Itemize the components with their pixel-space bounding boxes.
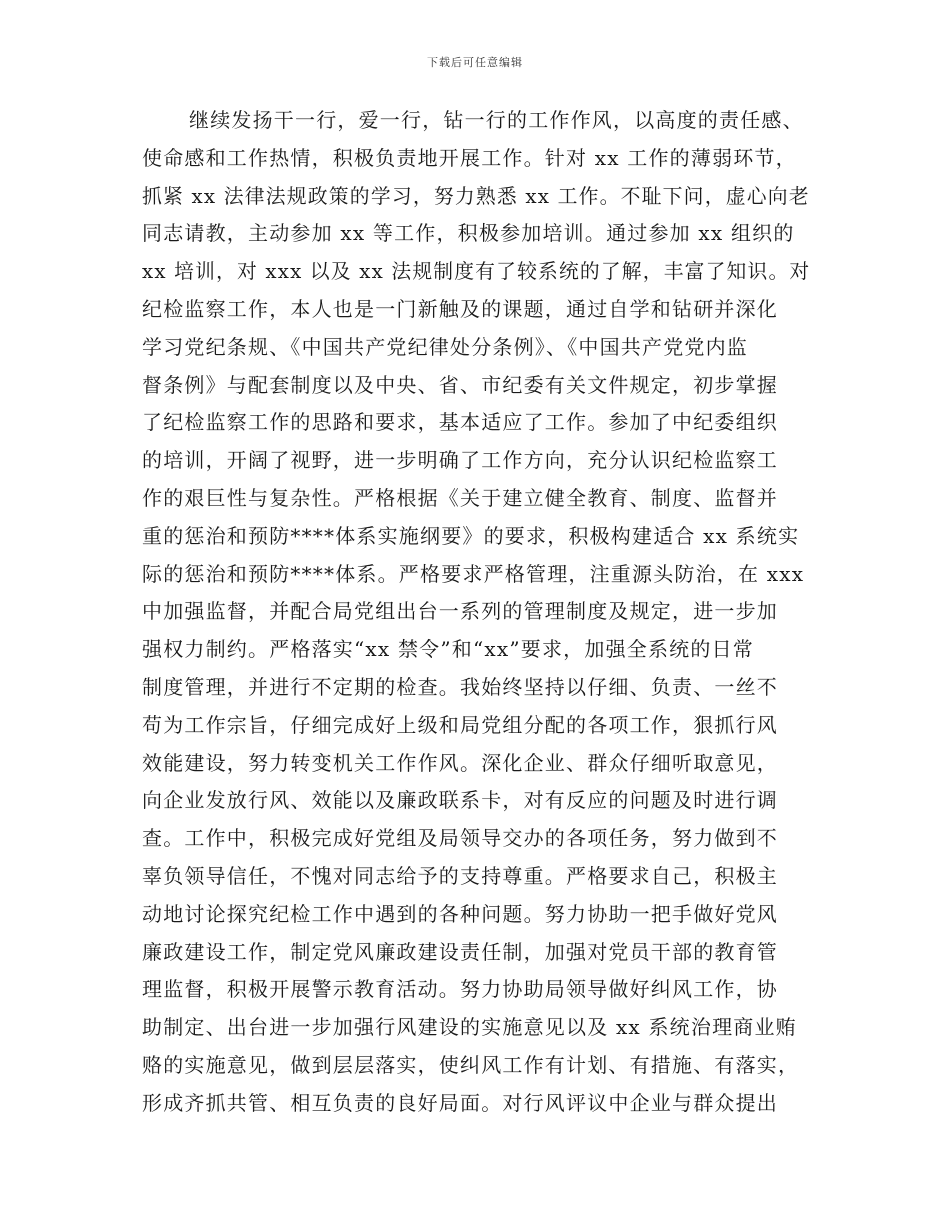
text-line: 助制定、出台进一步加强行风建设的实施意见以及 xx 系统治理商业贿 bbox=[142, 1015, 797, 1040]
text-line: 动地讨论探究纪检工作中遇到的各种问题。努力协助一把手做好党风 bbox=[142, 901, 778, 926]
text-line: 抓紧 xx 法律法规政策的学习，努力熟悉 xx 工作。不耻下问，虚心向老 bbox=[142, 183, 810, 208]
text-line: 纪检监察工作，本人也是一门新触及的课题，通过自学和钻研并深化 bbox=[142, 296, 778, 321]
text-line: 强权力制约。严格落实“xx 禁令”和“xx”要求，加强全系统的日常 bbox=[142, 637, 754, 662]
text-line: 际的惩治和预防****体系。严格要求严格管理，注重源头防治，在 xxx bbox=[142, 561, 805, 586]
text-line: 继续发扬干一行，爱一行，钻一行的工作作风，以高度的责任感、 bbox=[189, 108, 804, 132]
body-paragraph bbox=[142, 102, 810, 1123]
text-line: 同志请教，主动参加 xx 等工作，积极参加培训。通过参加 xx 组织的 bbox=[142, 221, 795, 246]
text-line: 廉政建设工作，制定党风廉政建设责任制，加强对党员干部的教育管 bbox=[142, 939, 778, 964]
text-line: 向企业发放行风、效能以及廉政联系卡，对有反应的问题及时进行调 bbox=[142, 788, 778, 813]
text-line: 理监督，积极开展警示教育活动。努力协助局领导做好纠风工作，协 bbox=[142, 977, 778, 1002]
text-line: xx 培训，对 xxx 以及 xx 法规制度有了较系统的了解，丰富了知识。对 bbox=[142, 259, 811, 284]
text-line: 制度管理，并进行不定期的检查。我始终坚持以仔细、负责、一丝不 bbox=[142, 674, 778, 699]
text-line: 重的惩治和预防****体系实施纲要》的要求，积极构建适合 xx 系统实 bbox=[142, 523, 800, 548]
text-line: 赂的实施意见，做到层层落实，使纠风工作有计划、有措施、有落实， bbox=[142, 1052, 800, 1077]
text-line: 查。工作中，积极完成好党组及局领导交办的各项任务，努力做到不 bbox=[142, 826, 778, 851]
text-line: 督条例》与配套制度以及中央、省、市纪委有关文件规定，初步掌握 bbox=[142, 372, 778, 397]
text-line: 辜负领导信任，不愧对同志给予的支持尊重。严格要求自己，积极主 bbox=[142, 863, 778, 888]
header-note: 下载后可任意编辑 bbox=[427, 56, 523, 69]
text-line: 了纪检监察工作的思路和要求，基本适应了工作。参加了中纪委组织 bbox=[142, 410, 778, 435]
text-line: 使命感和工作热情，积极负责地开展工作。针对 xx 工作的薄弱环节， bbox=[142, 145, 797, 170]
text-line: 形成齐抓共管、相互负责的良好局面。对行风评议中企业与群众提出 bbox=[142, 1090, 778, 1115]
text-line: 中加强监督，并配合局党组出台一系列的管理制度及规定，进一步加 bbox=[142, 599, 778, 624]
text-line: 的培训，开阔了视野，进一步明确了工作方向，充分认识纪检监察工 bbox=[142, 448, 778, 473]
text-line: 学习党纪条规、《中国共产党纪律处分条例》、《中国共产党党内监 bbox=[142, 334, 748, 359]
text-line: 效能建设，努力转变机关工作作风。深化企业、群众仔细听取意见， bbox=[142, 750, 778, 775]
text-line: 苟为工作宗旨，仔细完成好上级和局党组分配的各项工作，狠抓行风 bbox=[142, 712, 778, 737]
text-line: 作的艰巨性与复杂性。严格根据《关于建立健全教育、制度、监督并 bbox=[142, 485, 778, 510]
